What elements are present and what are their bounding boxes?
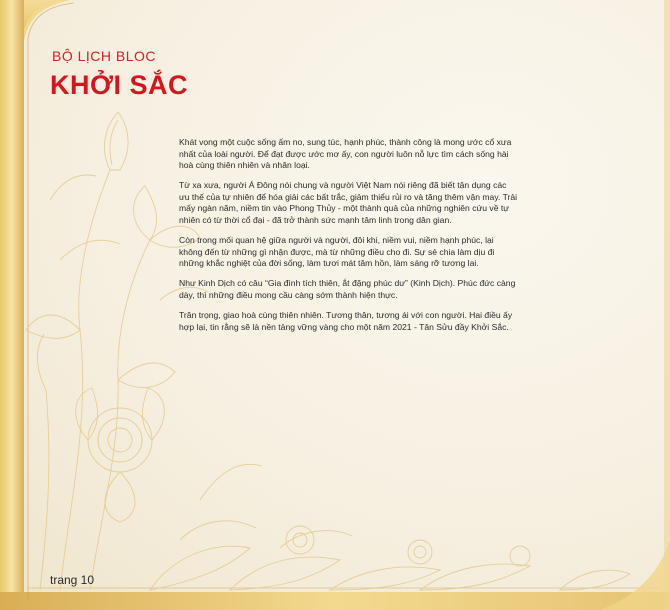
paragraph: Như Kinh Dịch có câu “Gia đình tích thiên, ắt đặng phúc dư” (Kinh Dịch). Phúc đức càng dày, thì những điều mong cầu càng sớm thành hiện thực.: [179, 278, 516, 301]
paragraph: Còn trong mối quan hệ giữa người và người, đôi khi, niềm vui, niềm hạnh phúc, lại không đến từ những gì nhận được, mà từ những điều cho đi. Sự sẻ chia làm dịu đi những khắc nghiệt của đời sống, làm tươi mát tâm hồn, làm sáng rỡ tương lai.: [179, 235, 495, 269]
page-number: trang 10: [50, 573, 95, 587]
page-title: KHỞI SẮC: [50, 70, 189, 100]
paragraph: Từ xa xưa, người Á Đông nói chung và người Việt Nam nói riêng đã biết tận dụng các ưu thế của tự nhiên để hóa giải các bất trắc, giảm thiểu rủi ro và tăng thêm vận may. Trải mấy ngàn năm, niềm tin vào Phong Thủy - một thành quả của những nghiên cứu về tự nhiên có từ thời cổ đại - đã trở thành sức mạnh tâm linh trong dân gian.: [179, 180, 518, 226]
calendar-series-label: BỘ LỊCH BLOC: [52, 48, 157, 64]
paragraph: Khát vọng một cuộc sống ấm no, sung túc, hạnh phúc, thành công là mong ước cổ xưa nhất của loài người. Để đạt được ước mơ ấy, con người luôn nỗ lực tìm cách sống hài hoà cùng thiên nhiên và nhân loại.: [179, 137, 512, 171]
paragraph: Trân trọng, giao hoà cùng thiên nhiên. Tương thân, tương ái với con người. Hai điều ấy hợp lại, tin rằng sẽ là nền tảng vững vàng cho một năm 2021 - Tân Sửu đầy Khởi Sắc.: [179, 310, 513, 332]
body-text: [179, 137, 519, 342]
